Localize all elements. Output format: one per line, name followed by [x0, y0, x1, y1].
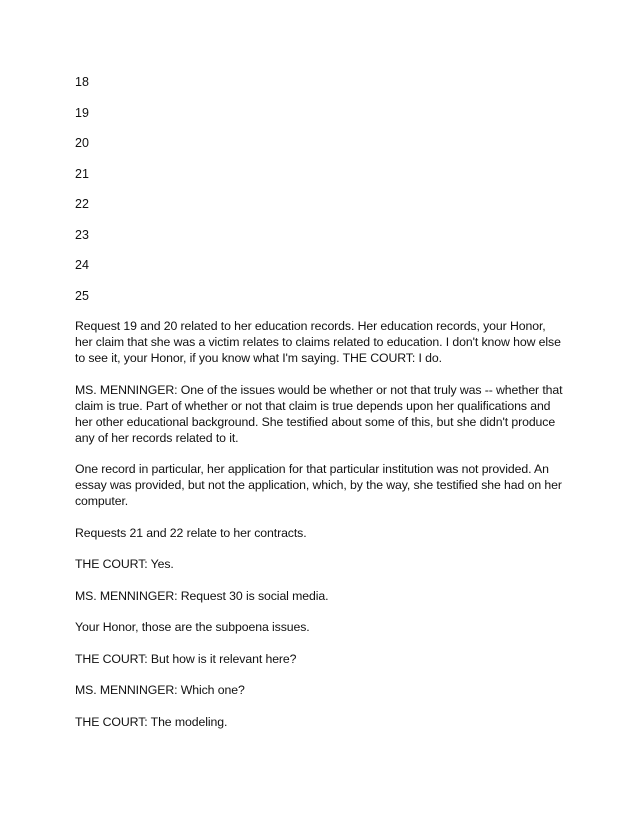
transcript-paragraph: MS. MENNINGER: Which one? [75, 683, 245, 697]
transcript-paragraph: Your Honor, those are the subpoena issues. [75, 620, 310, 634]
transcript-paragraph: THE COURT: The modeling. [75, 714, 228, 729]
transcript-paragraph: THE COURT: Yes. [75, 557, 174, 571]
transcript-paragraph: Requests 21 and 22 relate to her contracts. [75, 525, 307, 540]
transcript-paragraph: MS. MENNINGER: Request 30 is social media. [75, 588, 329, 603]
line-number: 24 [75, 258, 89, 272]
line-number: 22 [75, 197, 89, 211]
transcript-paragraph: MS. MENNINGER: One of the issues would be whether or not that truly was -- whether that claim is true. Part of whether or not that claim is true depends upon her qualifications and her other educational background. She testified about some of this, but she didn't produce any of her records related to it. [75, 382, 563, 445]
line-number: 21 [75, 166, 89, 181]
transcript-paragraph: THE COURT: But how is it relevant here? [75, 651, 297, 666]
line-number: 23 [75, 227, 89, 242]
transcript-body [75, 318, 565, 745]
line-number: 19 [75, 105, 89, 120]
line-number: 25 [75, 288, 89, 303]
line-number-column [75, 75, 135, 319]
transcript-paragraph: One record in particular, her application for that particular institution was not provided. An essay was provided, but not the application, which, by the way, she testified she had on her computer. [75, 462, 562, 508]
line-number: 20 [75, 136, 89, 150]
line-number: 18 [75, 75, 89, 89]
transcript-paragraph: Request 19 and 20 related to her education records. Her education records, your Honor, her claim that she was a victim relates to claims related to education. I don't know how else to see it, your Honor, if you know what I'm saying. THE COURT: I do. [75, 319, 561, 365]
